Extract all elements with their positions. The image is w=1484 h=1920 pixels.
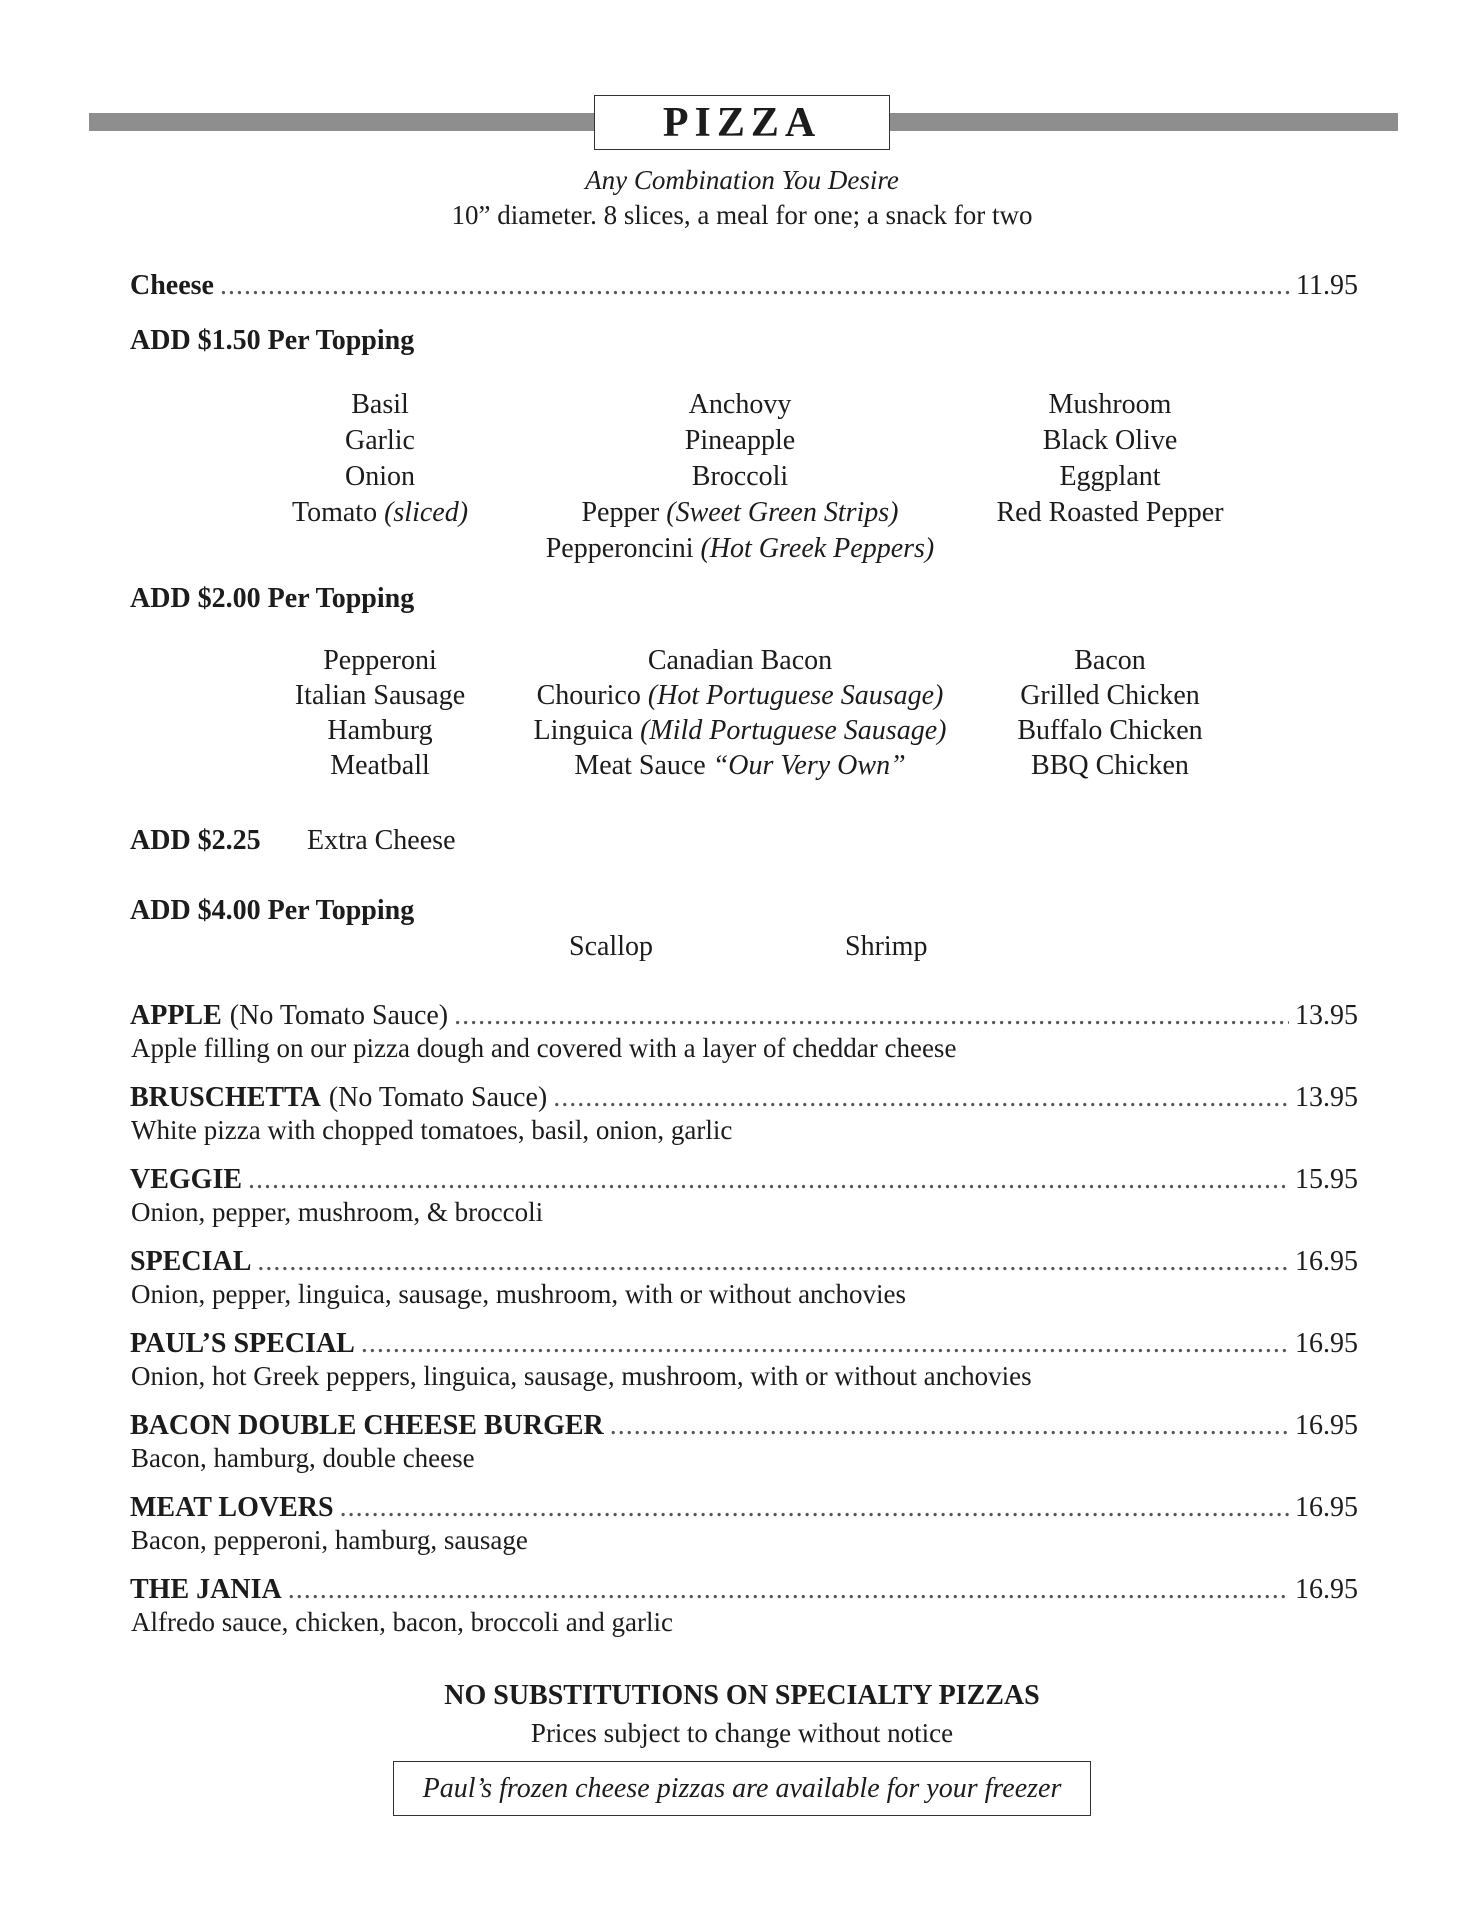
tier2-column-1 (240, 643, 520, 783)
dot-leader (553, 1082, 1289, 1114)
topping-item-scallop: Scallop (569, 931, 653, 962)
topping-item: Hamburg (327, 715, 433, 746)
topping-item: BBQ Chicken (1031, 750, 1189, 781)
specialty-name: VEGGIE (130, 1164, 243, 1195)
topping-item: Pineapple (684, 425, 796, 456)
header-rule-left (89, 113, 595, 131)
specialty-price: 13.95 (1295, 1082, 1358, 1113)
tier2-heading: ADD $2.00 Per Topping (130, 583, 415, 614)
topping-item: Broccoli (691, 461, 789, 492)
specialty-description: Onion, hot Greek peppers, linguica, sausage, mushroom, with or without anchovies (131, 1361, 1032, 1391)
dot-leader (454, 1000, 1289, 1032)
specialty-price-line (130, 1164, 1358, 1196)
dot-leader (361, 1328, 1289, 1360)
no-substitutions-notice: NO SUBSTITUTIONS ON SPECIALTY PIZZAS (444, 1680, 1040, 1711)
tier1-column-2 (520, 387, 960, 567)
specialty-name: BRUSCHETTA (130, 1082, 321, 1113)
tier2-column-3 (960, 643, 1260, 783)
specialty-description: Apple filling on our pizza dough and covered with a layer of cheddar cheese (131, 1033, 957, 1063)
tier2-column-2 (520, 643, 960, 783)
topping-item: Pepperoni (323, 645, 437, 676)
topping-item: Eggplant (1059, 461, 1161, 492)
dot-leader (257, 1246, 1289, 1278)
specialty-description: Onion, pepper, linguica, sausage, mushroom, with or without anchovies (131, 1279, 907, 1309)
specialty-description: Alfredo sauce, chicken, bacon, broccoli and garlic (131, 1607, 674, 1637)
specialty-price: 16.95 (1295, 1246, 1358, 1277)
specialty-name: MEAT LOVERS (130, 1492, 334, 1523)
tier3-heading: ADD $2.25 (130, 825, 261, 856)
specialty-name: APPLE (130, 1000, 222, 1031)
topping-item: Italian Sausage (294, 680, 466, 711)
topping-item: Onion (345, 461, 415, 492)
topping-item: Buffalo Chicken (1017, 715, 1203, 746)
topping-item: Tomato (sliced) (291, 497, 469, 528)
topping-item: Garlic (345, 425, 415, 456)
topping-item: Linguica (Mild Portuguese Sausage) (533, 715, 947, 746)
tier4-heading: ADD $4.00 Per Topping (130, 895, 415, 926)
specialty-price: 16.95 (1295, 1574, 1358, 1605)
dot-leader (288, 1574, 1289, 1606)
specialty-note: (No Tomato Sauce) (328, 1082, 548, 1113)
specialty-price: 15.95 (1295, 1164, 1358, 1195)
specialty-price: 16.95 (1295, 1410, 1358, 1441)
topping-item: Basil (351, 389, 409, 420)
specialty-description: Bacon, hamburg, double cheese (131, 1443, 475, 1473)
subtitle: 10” diameter. 8 slices, a meal for one; a snack for two (451, 200, 1033, 230)
page-title: PIZZA (594, 95, 890, 150)
topping-item: Black Olive (1042, 425, 1178, 456)
specialty-name: THE JANIA (130, 1574, 282, 1605)
topping-item: Meatball (330, 750, 430, 781)
topping-item: Grilled Chicken (1020, 680, 1200, 711)
specialty-name: BACON DOUBLE CHEESE BURGER (130, 1410, 604, 1441)
topping-item: Bacon (1074, 645, 1146, 676)
header-rule-right (889, 113, 1398, 131)
dot-leader (610, 1410, 1289, 1442)
dot-leader (248, 1164, 1289, 1196)
specialty-description: Onion, pepper, mushroom, & broccoli (131, 1197, 544, 1227)
cheese-price-line (130, 270, 1358, 302)
topping-item: Chourico (Hot Portuguese Sausage) (536, 680, 944, 711)
specialty-price-line (130, 1246, 1358, 1278)
dot-leader (340, 1492, 1289, 1524)
specialty-price-line (130, 1082, 1358, 1114)
specialty-price: 16.95 (1295, 1328, 1358, 1359)
topping-item: Pepper (Sweet Green Strips) (581, 497, 899, 528)
topping-item: Red Roasted Pepper (996, 497, 1224, 528)
specialty-name: SPECIAL (130, 1246, 252, 1277)
specialty-description: Bacon, pepperoni, hamburg, sausage (131, 1525, 528, 1555)
dot-leader (220, 270, 1290, 302)
specialty-price-line (130, 1328, 1358, 1360)
frozen-pizza-callout: Paul’s frozen cheese pizzas are available for your freezer (393, 1761, 1091, 1816)
tier1-column-1 (240, 387, 520, 531)
tier1-column-3 (960, 387, 1260, 531)
tier1-heading: ADD $1.50 Per Topping (130, 325, 415, 356)
specialty-price: 13.95 (1295, 1000, 1358, 1031)
prices-notice: Prices subject to change without notice (530, 1718, 954, 1748)
specialty-note: (No Tomato Sauce) (229, 1000, 449, 1031)
tagline: Any Combination You Desire (585, 165, 899, 195)
topping-item: Mushroom (1048, 389, 1172, 420)
topping-item: Canadian Bacon (647, 645, 833, 676)
topping-item-shrimp: Shrimp (845, 931, 928, 962)
topping-item: Meat Sauce “Our Very Own” (574, 750, 906, 781)
specialty-price-line (130, 1000, 1358, 1032)
specialty-price-line (130, 1410, 1358, 1442)
extra-cheese-item: Extra Cheese (307, 825, 456, 856)
cheese-price: 11.95 (1296, 270, 1358, 301)
specialty-description: White pizza with chopped tomatoes, basil, onion, garlic (131, 1115, 733, 1145)
topping-item: Pepperoncini (Hot Greek Peppers) (545, 533, 935, 564)
specialty-price: 16.95 (1295, 1492, 1358, 1523)
specialty-price-line (130, 1492, 1358, 1524)
specialty-name: PAUL’S SPECIAL (130, 1328, 355, 1359)
cheese-name: Cheese (130, 270, 214, 301)
specialty-price-line (130, 1574, 1358, 1606)
topping-item: Anchovy (688, 389, 792, 420)
